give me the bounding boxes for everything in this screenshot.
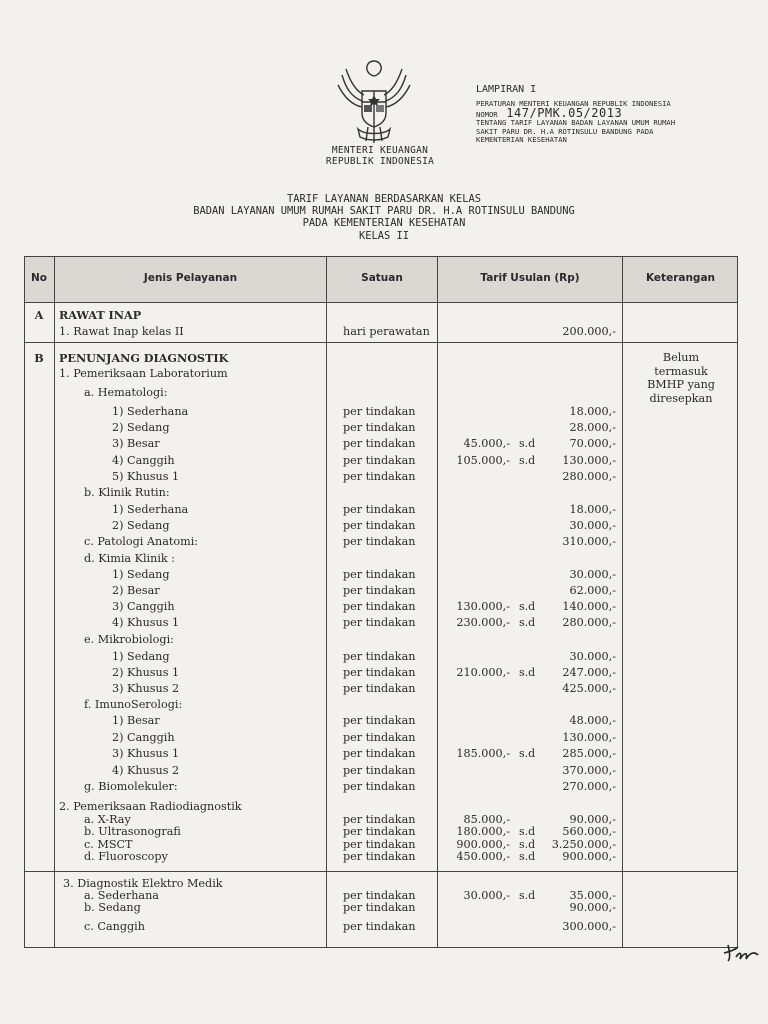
service-name: 1) Sederhana bbox=[112, 503, 189, 516]
service-name: 5) Khusus 1 bbox=[112, 470, 180, 483]
tariff-min: 105.000,- bbox=[456, 454, 510, 467]
nomor-value: 147/PMK.05/2013 bbox=[506, 105, 623, 120]
unit: per tindakan bbox=[343, 470, 416, 483]
lampiran-label: LAMPIRAN I bbox=[476, 84, 537, 95]
tariff-min: 180.000,- bbox=[456, 825, 510, 838]
col-divider-jenis bbox=[326, 256, 327, 948]
range-separator: s.d bbox=[519, 850, 536, 863]
service-name: 1. Rawat Inap kelas II bbox=[59, 325, 184, 338]
tariff-min: 185.000,- bbox=[456, 747, 510, 760]
tariff-max: 200.000,- bbox=[562, 325, 616, 338]
service-name: a. X-Ray bbox=[84, 813, 131, 826]
service-name: b. Ultrasonografi bbox=[84, 825, 181, 838]
service-name: 2) Besar bbox=[112, 584, 160, 597]
tentang-line-1: TENTANG TARIF LAYANAN BADAN LAYANAN UMUM RUMAH bbox=[476, 118, 676, 128]
header-satuan: Satuan bbox=[361, 272, 403, 284]
service-name: 4) Khusus 2 bbox=[112, 764, 180, 777]
title-line-1: TARIF LAYANAN BERDASARKAN KELAS bbox=[287, 193, 481, 205]
unit: per tindakan bbox=[343, 813, 416, 826]
unit: per tindakan bbox=[343, 650, 416, 663]
service-name: 3. Diagnostik Elektro Medik bbox=[63, 877, 223, 890]
service-name: 2) Khusus 1 bbox=[112, 666, 180, 679]
col-divider-no bbox=[54, 256, 55, 948]
header-keterangan: Keterangan bbox=[645, 272, 716, 284]
service-name: 3) Khusus 2 bbox=[112, 682, 180, 695]
regulation-title: PERATURAN MENTERI KEUANGAN REPUBLIK INDONESIA bbox=[476, 99, 671, 108]
title-line-3: PADA KEMENTERIAN KESEHATAN bbox=[302, 217, 466, 230]
tariff-max: 300.000,- bbox=[562, 920, 616, 933]
tariff-max: 18.000,- bbox=[569, 405, 616, 418]
tariff-max: 280.000,- bbox=[562, 470, 616, 483]
ministry-name bbox=[300, 145, 460, 167]
unit: per tindakan bbox=[343, 454, 416, 467]
range-separator: s.d bbox=[519, 838, 536, 851]
header-bottom-border bbox=[24, 302, 738, 303]
range-separator: s.d bbox=[519, 454, 536, 467]
title-line-4: KELAS II bbox=[358, 229, 410, 242]
tariff-max: 48.000,- bbox=[569, 714, 616, 727]
tariff-max: 70.000,- bbox=[569, 437, 616, 450]
tariff-max: 18.000,- bbox=[569, 503, 616, 516]
unit: per tindakan bbox=[343, 838, 416, 851]
service-name: a. Hematologi: bbox=[84, 386, 168, 399]
unit: per tindakan bbox=[343, 682, 416, 695]
unit: per tindakan bbox=[343, 666, 416, 679]
service-name: 4) Canggih bbox=[112, 454, 175, 467]
range-separator: s.d bbox=[519, 825, 536, 838]
unit: per tindakan bbox=[343, 503, 416, 516]
row-b-divider bbox=[24, 871, 738, 872]
unit: per tindakan bbox=[343, 901, 416, 914]
tariff-min: 230.000,- bbox=[456, 616, 510, 629]
header-no: No bbox=[30, 272, 47, 284]
service-name: b. Sedang bbox=[84, 901, 141, 914]
service-name: 1) Sedang bbox=[112, 568, 170, 581]
paraf-signature-icon bbox=[722, 935, 762, 965]
col-divider-tarif bbox=[622, 256, 623, 948]
ministry-line-2: REPUBLIK INDONESIA bbox=[325, 156, 435, 167]
service-name: d. Kimia Klinik : bbox=[84, 552, 176, 565]
unit: per tindakan bbox=[343, 405, 416, 418]
unit: per tindakan bbox=[343, 600, 416, 613]
service-name: PENUNJANG DIAGNOSTIK bbox=[59, 351, 229, 365]
range-separator: s.d bbox=[519, 616, 536, 629]
service-name: 2) Canggih bbox=[112, 731, 175, 744]
nomor-label: NOMOR bbox=[476, 109, 498, 119]
service-name: 2. Pemeriksaan Radiodiagnostik bbox=[59, 800, 242, 813]
service-name: 3) Canggih bbox=[112, 600, 175, 613]
keterangan-line: Belum bbox=[662, 351, 700, 364]
regulation-block bbox=[476, 100, 766, 145]
tariff-max: 270.000,- bbox=[562, 780, 616, 793]
service-name: RAWAT INAP bbox=[59, 308, 142, 322]
service-name: 1) Besar bbox=[112, 714, 160, 727]
unit: per tindakan bbox=[343, 889, 416, 902]
tariff-min: 210.000,- bbox=[456, 666, 510, 679]
service-name: 3) Besar bbox=[112, 437, 160, 450]
service-name: 1) Sederhana bbox=[112, 405, 189, 418]
tariff-max: 62.000,- bbox=[569, 584, 616, 597]
unit: per tindakan bbox=[343, 519, 416, 532]
tariff-max: 280.000,- bbox=[562, 616, 616, 629]
tariff-max: 130.000,- bbox=[562, 731, 616, 744]
unit: per tindakan bbox=[343, 535, 416, 548]
unit: per tindakan bbox=[343, 421, 416, 434]
service-name: e. Mikrobiologi: bbox=[84, 633, 174, 646]
tariff-max: 247.000,- bbox=[562, 666, 616, 679]
tariff-max: 28.000,- bbox=[569, 421, 616, 434]
tariff-max: 90.000,- bbox=[569, 813, 616, 826]
table-bottom-border bbox=[24, 947, 738, 948]
row-a-divider bbox=[24, 342, 738, 343]
tariff-max: 900.000,- bbox=[562, 850, 616, 863]
service-name: 4) Khusus 1 bbox=[112, 616, 180, 629]
tariff-min: 900.000,- bbox=[456, 838, 510, 851]
unit: per tindakan bbox=[343, 714, 416, 727]
tariff-max: 285.000,- bbox=[562, 747, 616, 760]
tariff-max: 560.000,- bbox=[562, 825, 616, 838]
service-name: 2) Sedang bbox=[112, 421, 170, 434]
table-top-border bbox=[24, 256, 738, 257]
tariff-max: 30.000,- bbox=[569, 519, 616, 532]
unit: per tindakan bbox=[343, 616, 416, 629]
tariff-max: 130.000,- bbox=[562, 454, 616, 467]
unit: per tindakan bbox=[343, 747, 416, 760]
tariff-max: 30.000,- bbox=[569, 568, 616, 581]
service-name: 2) Sedang bbox=[112, 519, 170, 532]
keterangan-line: diresepkan bbox=[649, 391, 713, 405]
range-separator: s.d bbox=[519, 437, 536, 450]
garuda-emblem-icon bbox=[332, 55, 416, 145]
unit: per tindakan bbox=[343, 584, 416, 597]
service-name: 3) Khusus 1 bbox=[112, 747, 180, 760]
unit: per tindakan bbox=[343, 568, 416, 581]
service-name: d. Fluoroscopy bbox=[84, 850, 168, 863]
tariff-min: 450.000,- bbox=[456, 850, 510, 863]
keterangan-note bbox=[624, 351, 738, 405]
unit: per tindakan bbox=[343, 764, 416, 777]
tariff-max: 30.000,- bbox=[569, 650, 616, 663]
unit: per tindakan bbox=[343, 825, 416, 838]
tariff-max: 90.000,- bbox=[569, 901, 616, 914]
unit: per tindakan bbox=[343, 780, 416, 793]
service-name: c. MSCT bbox=[84, 838, 133, 851]
ministry-line-1: MENTERI KEUANGAN bbox=[331, 145, 429, 156]
tariff-max: 140.000,- bbox=[562, 600, 616, 613]
unit: per tindakan bbox=[343, 437, 416, 450]
tariff-max: 370.000,- bbox=[562, 764, 616, 777]
row-number: B bbox=[34, 351, 44, 365]
service-name: g. Biomolekuler: bbox=[84, 780, 178, 793]
row-number: A bbox=[34, 308, 44, 322]
range-separator: s.d bbox=[519, 666, 536, 679]
range-separator: s.d bbox=[519, 889, 536, 902]
service-name: c. Patologi Anatomi: bbox=[84, 535, 199, 548]
tariff-min: 85.000,- bbox=[463, 813, 510, 826]
tentang-line-3: KEMENTERIAN KESEHATAN bbox=[476, 135, 567, 145]
unit: per tindakan bbox=[343, 731, 416, 744]
range-separator: s.d bbox=[519, 747, 536, 760]
service-name: c. Canggih bbox=[84, 920, 145, 933]
keterangan-line: termasuk bbox=[654, 364, 708, 378]
service-name: f. ImunoSerologi: bbox=[84, 698, 183, 711]
service-name: 1. Pemeriksaan Laboratorium bbox=[59, 367, 228, 380]
header-tarif-usulan: Tarif Usulan (Rp) bbox=[480, 272, 580, 284]
keterangan-line: BMHP yang bbox=[647, 378, 715, 391]
tariff-max: 425.000,- bbox=[562, 682, 616, 695]
header-jenis-pelayanan: Jenis Pelayanan bbox=[143, 272, 238, 284]
tariff-min: 30.000,- bbox=[463, 889, 510, 902]
tariff-max: 310.000,- bbox=[562, 535, 616, 548]
tariff-max: 3.250.000,- bbox=[551, 838, 616, 851]
document-title bbox=[90, 193, 678, 242]
tariff-min: 130.000,- bbox=[456, 600, 510, 613]
service-name: a. Sederhana bbox=[84, 889, 159, 902]
tentang-line-2: SAKIT PARU DR. H.A ROTINSULU BANDUNG PADA bbox=[476, 126, 654, 136]
unit: per tindakan bbox=[343, 850, 416, 863]
tariff-max: 35.000,- bbox=[569, 889, 616, 902]
range-separator: s.d bbox=[519, 600, 536, 613]
service-name: b. Klinik Rutin: bbox=[84, 486, 170, 499]
tariff-min: 45.000,- bbox=[463, 437, 510, 450]
service-name: 1) Sedang bbox=[112, 650, 170, 663]
unit: hari perawatan bbox=[343, 325, 430, 338]
title-line-2: BADAN LAYANAN UMUM RUMAH SAKIT PARU DR. H.A ROTINSULU BANDUNG bbox=[193, 205, 575, 218]
unit: per tindakan bbox=[343, 920, 416, 933]
